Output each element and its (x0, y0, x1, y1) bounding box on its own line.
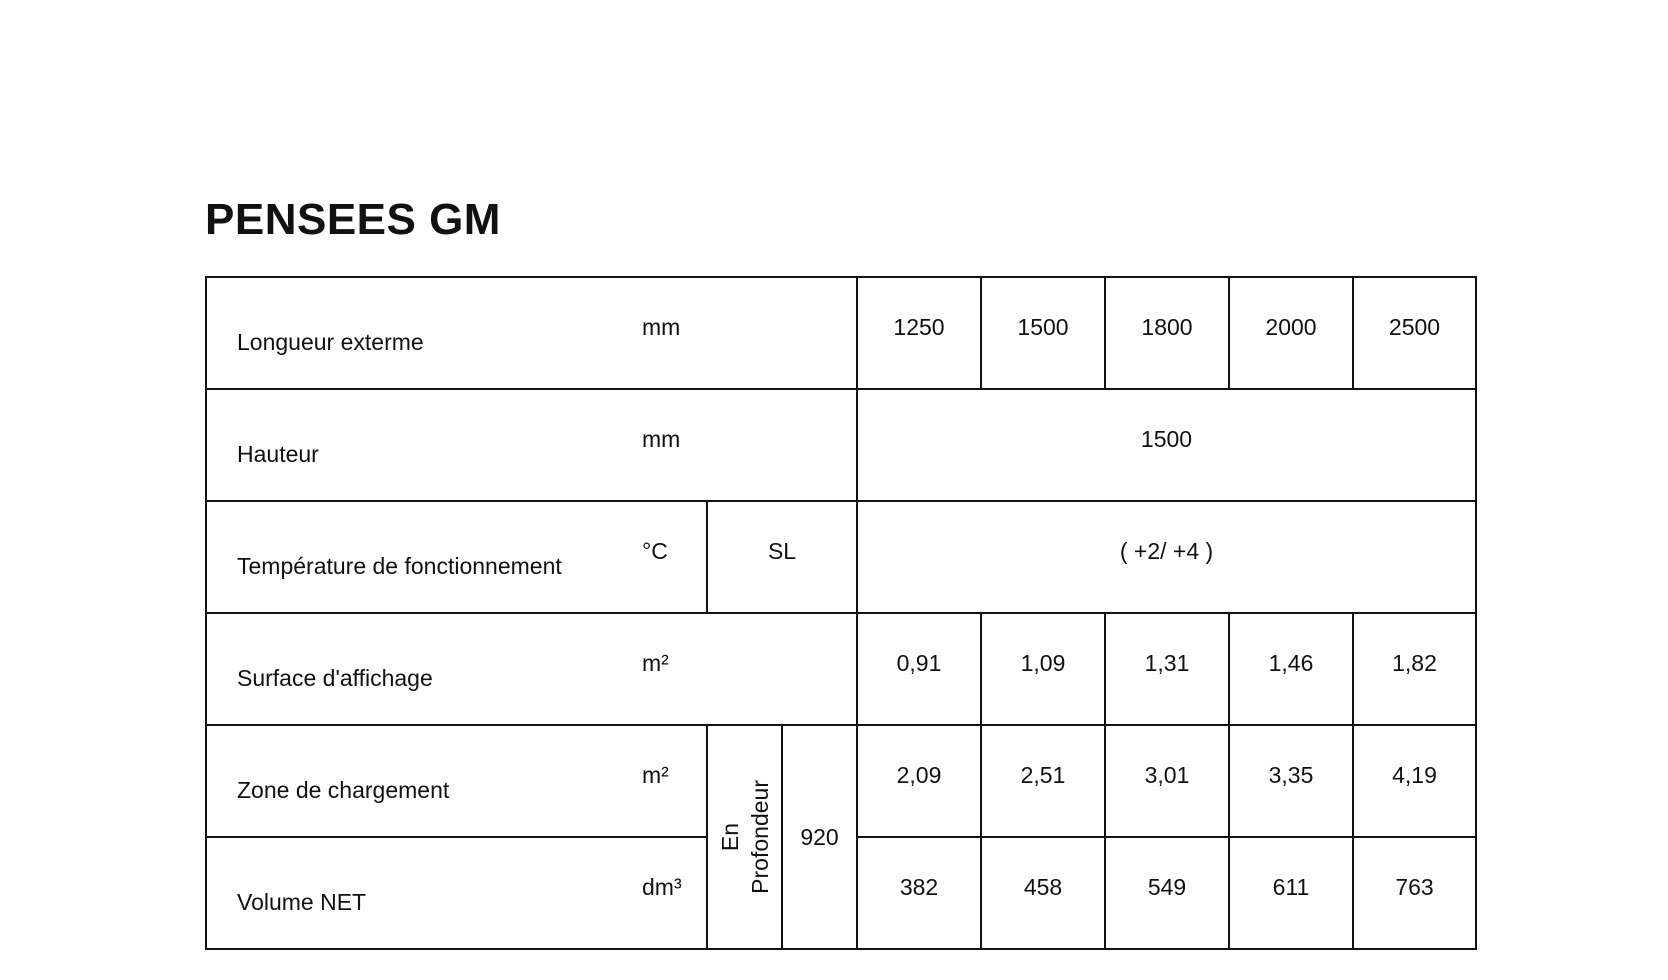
table-row-longueur (206, 277, 1476, 389)
table-row-temperature (206, 501, 1476, 613)
depth-value-cell: 920 (782, 725, 857, 949)
value-cell: 1,09 (981, 613, 1105, 725)
value-cell-merged: 1500 (857, 389, 1476, 501)
value-cell: 1,46 (1229, 613, 1353, 725)
value-cell: 1800 (1105, 277, 1229, 389)
row-label-hauteur: Hauteur (206, 389, 632, 501)
value-cell: 3,01 (1105, 725, 1229, 837)
value-cell: 458 (981, 837, 1105, 949)
value-cell: 1500 (981, 277, 1105, 389)
row-unit-zone: m² (632, 725, 707, 837)
row-label-surface: Surface d'affichage (206, 613, 632, 725)
value-cell: 2000 (1229, 277, 1353, 389)
value-cell-merged: ( +2/ +4 ) (857, 501, 1476, 613)
value-cell: 1250 (857, 277, 981, 389)
row-label-temperature: Température de fonctionnement (206, 501, 632, 613)
page-title: PENSEES GM (205, 195, 501, 244)
row-unit-longueur: mm (632, 277, 857, 389)
value-cell: 4,19 (1353, 725, 1476, 837)
value-cell: 549 (1105, 837, 1229, 949)
value-cell: 763 (1353, 837, 1476, 949)
value-cell: 382 (857, 837, 981, 949)
value-cell: 611 (1229, 837, 1353, 949)
value-cell: 2500 (1353, 277, 1476, 389)
row-label-volume: Volume NET (206, 837, 632, 949)
row-label-zone: Zone de chargement (206, 725, 632, 837)
table-row-surface (206, 613, 1476, 725)
row-unit-temperature: °C (632, 501, 707, 613)
table-row-zone (206, 725, 1476, 837)
row-unit-volume: dm³ (632, 837, 707, 949)
value-cell: 3,35 (1229, 725, 1353, 837)
row-unit-surface: m² (632, 613, 857, 725)
value-cell: 0,91 (857, 613, 981, 725)
value-cell: 2,51 (981, 725, 1105, 837)
value-cell: 1,82 (1353, 613, 1476, 725)
temperature-code-cell: SL (707, 501, 857, 613)
depth-label-line-1: En (716, 822, 743, 852)
value-cell: 1,31 (1105, 613, 1229, 725)
table-row-hauteur (206, 389, 1476, 501)
value-cell: 2,09 (857, 725, 981, 837)
row-unit-hauteur: mm (632, 389, 857, 501)
row-label-longueur: Longueur exterme (206, 277, 632, 389)
depth-label-cell (707, 725, 782, 949)
depth-label-line-2: Profondeur (746, 780, 773, 894)
specification-table (205, 276, 1477, 950)
